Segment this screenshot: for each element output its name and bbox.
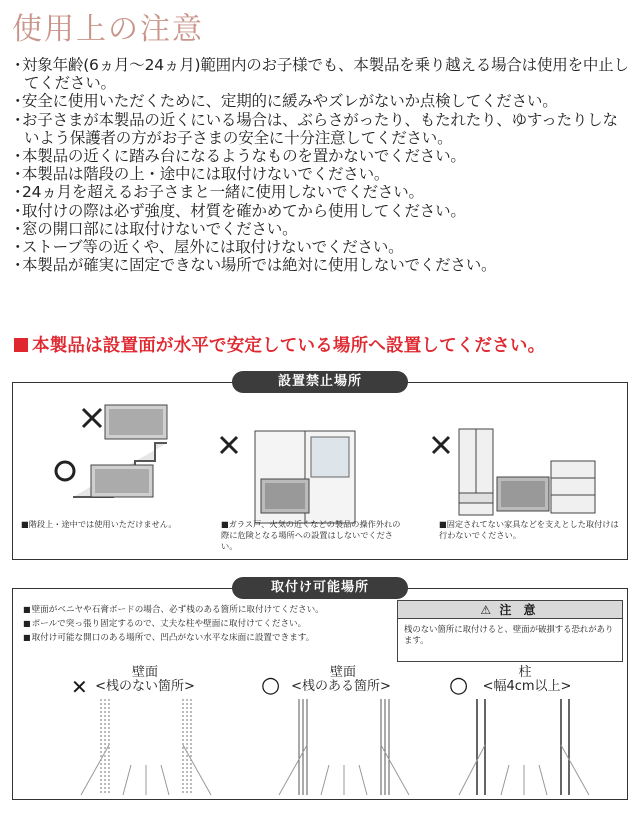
caution-item: ・ 窓の開口部には取付けないでください。 [12,220,630,238]
o-mark-icon [56,462,74,480]
wall-no-stud-illustration [71,695,221,799]
x-mark-icon [221,437,237,453]
allowed-panel [12,580,628,800]
wall-mark-pillar: ○ [449,673,469,698]
allowed-note: ■ 取付け可能な開口のある場所で、凹凸がない水平な床面に設置できます。 [23,631,403,645]
caution-list [12,56,630,274]
pillar-illustration [449,695,599,799]
caution-item: ・ ストーブ等の近くや、屋外には取付けないでください。 [12,238,630,256]
installation-notice-text: 本製品は設置面が水平で安定している場所へ設置してください。 [32,336,546,356]
caution-item: ・ 取付けの際は必ず強度、材質を確かめてから使用してください。 [12,202,630,220]
stairs-illustration [43,397,173,507]
stairs-caption: ■階段上・途中では使用いただけません。 [21,519,177,529]
caution-item: ・ 本製品が確実に固定できない場所では絶対に使用しないでください。 [12,256,630,274]
warning-box [397,600,623,662]
x-mark-icon [83,409,101,427]
caution-item: ・ 本製品の近くに踏み台になるようなものを置かないでください。 [12,147,630,165]
wall-stud-illustration [269,695,419,799]
wall-sub-no-stud: <桟のない箇所> [95,679,195,694]
prohibited-panel [12,374,628,560]
x-mark-icon [433,437,449,453]
wall-sub-pillar: <幅4cm以上> [482,679,572,694]
wall-name-pillar: 柱 [518,665,532,680]
caution-item: ・ 対象年齢(6ヵ月～24ヵ月)範囲内のお子様でも、本製品を乗り越える場合は使用を中止してください。 [12,56,630,92]
glass-door-illustration [213,423,363,533]
red-square-icon [14,338,28,352]
furniture-caption: ■固定されてない家具などを支えとした取付けは行わないでください。 [439,519,619,540]
caution-item: ・ 本製品は階段の上・途中には取付けないでください。 [12,165,630,183]
wall-mark-stud: ○ [261,673,281,698]
warning-triangle-icon: ⚠ [480,603,492,617]
page-title: 使用上の注意 [12,12,204,47]
allowed-note: ■ 壁面がベニヤや石膏ボードの場合、必ず桟のある箇所に取付けてください。 [23,603,403,617]
wall-name-stud: 壁面 [329,665,356,680]
wall-name-no-stud: 壁面 [131,665,158,680]
allowed-heading: 取付け可能場所 [232,577,408,599]
allowed-note: ■ ポールで突っ張り固定するので、丈夫な柱や壁面に取付けてください。 [23,617,403,631]
caution-item: ・ 24ヵ月を超えるお子さまと一緒に使用しないでください。 [12,183,630,201]
caution-item: ・ お子さまが本製品の近くにいる場合は、ぶらさがったり、もたれたり、ゆすったりしないよう保護者の方がお子さまの安全に十分注意してください。 [12,111,630,147]
prohibited-heading: 設置禁止場所 [232,371,408,393]
installation-notice [14,332,545,357]
wall-sub-stud: <桟のある箇所> [291,679,391,694]
caution-item: ・ 安全に使用いただくために、定期的に緩みやズレがないか点検してください。 [12,92,630,110]
allowed-note-list [23,603,403,645]
wall-mark-no-stud: ✕ [71,675,88,699]
glass-door-caption: ■ガラス戸、火気の近くなどの製品の操作外れの際に危険となる場所への設置はしないでください。 [221,519,401,551]
furniture-illustration [431,423,611,533]
warning-body: 桟のない箇所に取付けると、壁面が破損する恐れがあります。 [404,624,614,645]
warning-title: 注 意 [499,603,540,617]
warning-header [398,601,622,619]
